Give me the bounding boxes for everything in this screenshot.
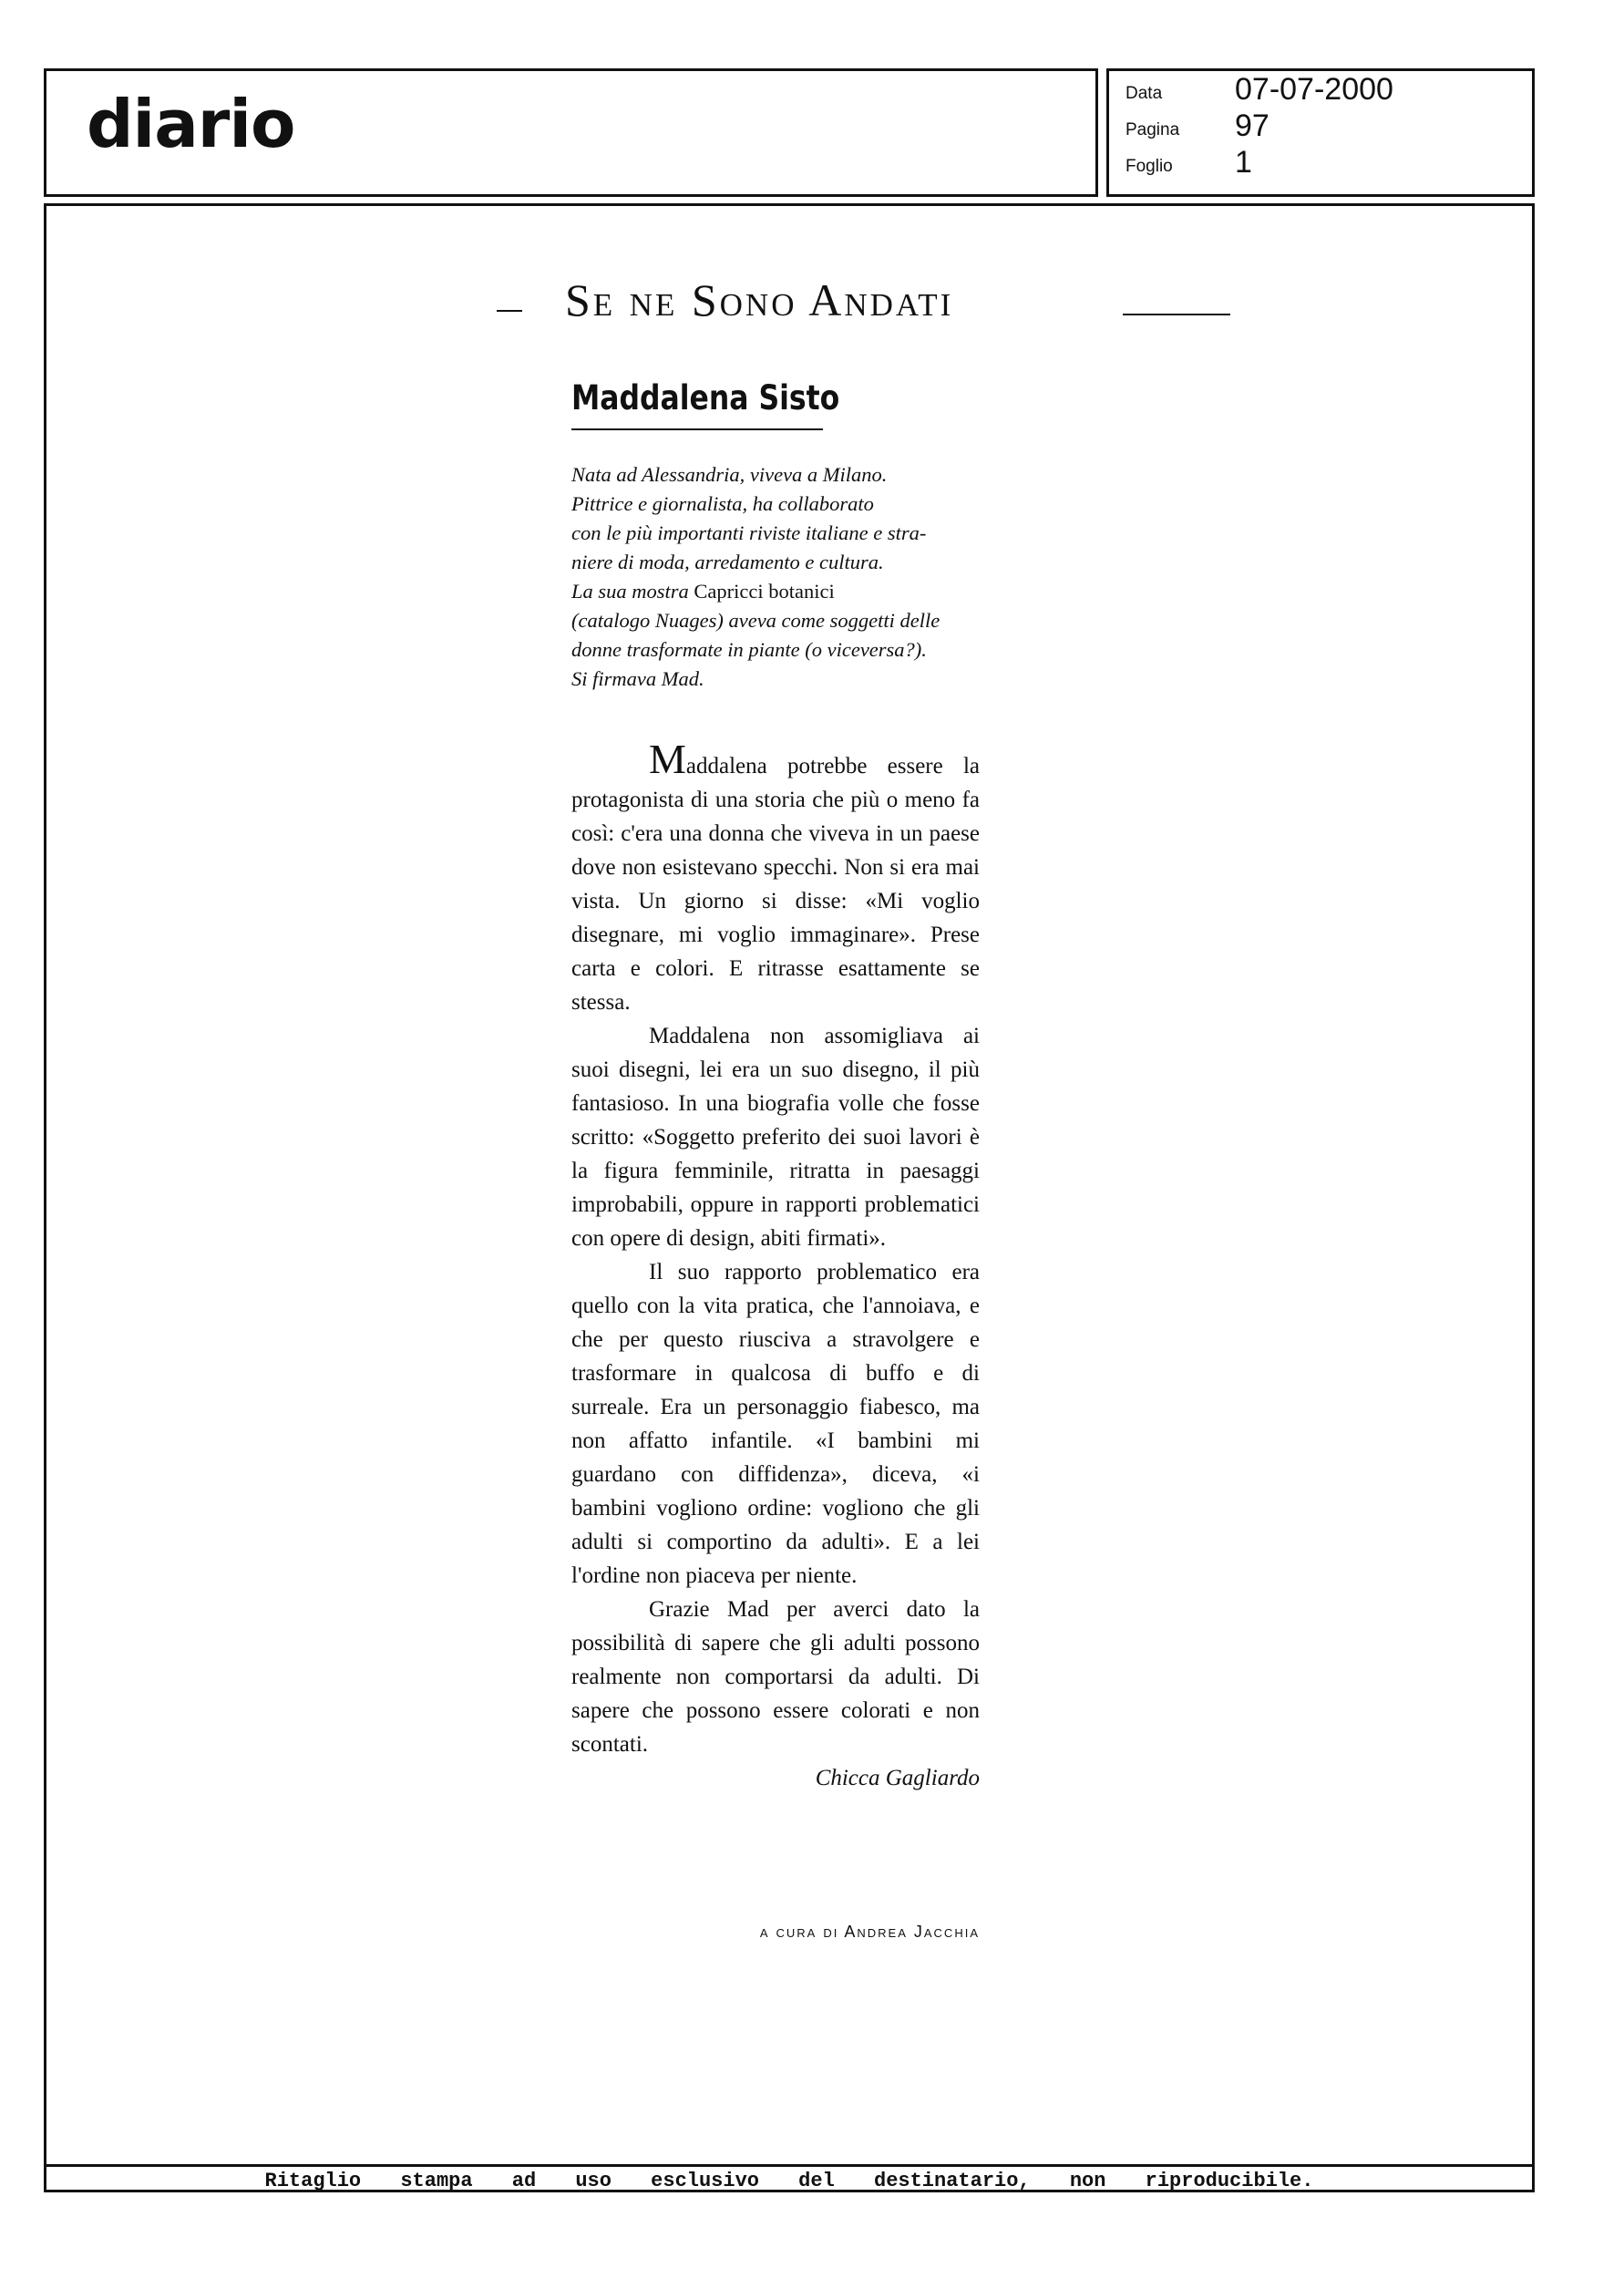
bio-line: Si firmava Mad. [571,667,704,690]
author-signature: Chicca Gagliardo [815,1766,980,1790]
paragraph: Grazie Mad per averci dato la possibilità di sapere che gli adulti possono realmente non comportarsi da adulti. Di sapere che possono essere colorati e non scontati. [571,1597,980,1757]
footer-notice: Ritaglio stampa ad uso esclusivo del destinatario, non riproducibile. [264,2170,1314,2192]
meta-page [1125,109,1517,146]
footer-rule [44,2164,1535,2167]
paragraph: Maddalena potrebbe essere la protagonista di una storia che più o meno fa così: c'era una donna che viveva in un paese dove non esistevano specchi. Non si era mai vista. Un giorno si disse: «Mi voglio disegnare, mi voglio immaginare». Prese carta e colori. E ritrasse esattamente se stessa. [571,736,980,1015]
meta-page-value: 97 [1235,108,1269,143]
curator-credit: a cura di Andrea Jacchia [759,1923,980,1941]
drop-cap: M [649,736,686,782]
meta-date [1125,73,1517,109]
article-name: Maddalena Sisto [571,378,840,418]
name-underline [571,428,823,430]
bio-line: (catalogo Nuages) aveva come soggetti delle [571,609,940,632]
bio-line: con le più importanti riviste italiane e stra- [571,521,927,544]
newspaper-logo: diario [87,86,295,162]
paragraph: Il suo rapporto problematico era quello con la vita pratica, che l'annoiava, e che per questo riusciva a stravolgere e trasformare in qualcosa di buffo e di surreale. Era un personaggio fiabesco, ma non affatto infantile. «I bambini mi guardano con diffidenza», diceva, «i bambini vogliono ordine: vogliono che gli adulti si comportino da adulti». E a lei l'ordine non piaceva per niente. [571,1260,980,1588]
meta-box [1106,68,1535,197]
bio-block [571,460,980,694]
article-body [571,736,980,1795]
bio-line: La sua mostra Capricci botanici [571,580,835,603]
meta-sheet-value: 1 [1235,145,1252,180]
paragraph: Maddalena non assomigliava ai suoi disegni, lei era un suo disegno, il più fantasioso. In una biografia volle che fosse scritto: «Soggetto preferito dei suoi lavori è la figura femminile, ritratta in paesaggi improbabili, oppure in rapporti problematici con opere di design, abiti firmati». [571,1024,980,1251]
bio-line: Pittrice e giornalista, ha collaborato [571,492,874,515]
meta-sheet [1125,146,1517,182]
meta-page-label: Pagina [1125,120,1180,139]
bio-line: Nata ad Alessandria, viveva a Milano. [571,463,888,486]
heading-rule-left [497,310,522,312]
bio-line: niere di moda, arredamento e cultura. [571,551,884,573]
meta-date-label: Data [1125,84,1163,103]
masthead-box [44,68,1098,197]
bio-line: donne trasformate in piante (o viceversa?). [571,638,927,661]
section-title: Se ne Sono Andati [565,274,954,325]
meta-date-value: 07-07-2000 [1235,72,1393,107]
exhibition-title: Capricci botanici [694,580,835,603]
heading-rule-right [1123,314,1230,315]
meta-sheet-label: Foglio [1125,157,1173,176]
